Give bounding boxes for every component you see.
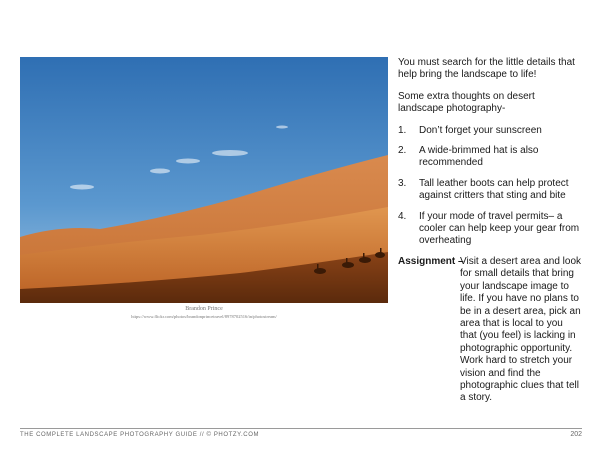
list-number: 3.	[398, 177, 407, 189]
list-text: A wide-brimmed hat is also recommended	[419, 145, 539, 169]
assignment-body: Visit a desert area and look for small details that bring your landscape image to life. If you have no plans to be in a desert area, pick an area that is local to you that (you feel) is lacking in photographic opportunity. Work hard to stretch your vision and find the photographic clues that tell a story.	[460, 255, 582, 404]
list-item	[398, 178, 582, 203]
photo-credit-url: https://www.flickr.com/photos/brandonprincetravel/8978702516/in/photostream/	[131, 314, 277, 319]
list-item	[398, 125, 582, 137]
tips-list	[398, 125, 582, 248]
page-number: 202	[570, 431, 582, 438]
desert-photo	[20, 57, 388, 303]
assignment-label: Assignment –	[398, 255, 464, 267]
list-text: If your mode of travel permits– a cooler can help keep your gear from overheating	[419, 210, 580, 247]
list-item	[398, 211, 582, 248]
photo-credit-name: Brandon Prince	[185, 306, 223, 312]
list-number: 2.	[398, 145, 407, 157]
extra-thoughts-paragraph: Some extra thoughts on desert landscape photography-	[398, 90, 535, 115]
text-column	[398, 57, 582, 405]
footer-divider	[20, 428, 582, 429]
assignment-block	[398, 256, 582, 405]
list-number: 1.	[398, 124, 407, 136]
footer-title: THE COMPLETE LANDSCAPE PHOTOGRAPHY GUIDE // © PHOTZY.COM	[20, 432, 260, 438]
list-text: Don’t forget your sunscreen	[419, 124, 542, 136]
intro-paragraph: You must search for the little details that help bring the landscape to life!	[398, 57, 575, 81]
list-item	[398, 145, 582, 170]
list-number: 4.	[398, 210, 407, 222]
list-text: Tall leather boots can help protect against critters that sting and bite	[419, 177, 569, 202]
